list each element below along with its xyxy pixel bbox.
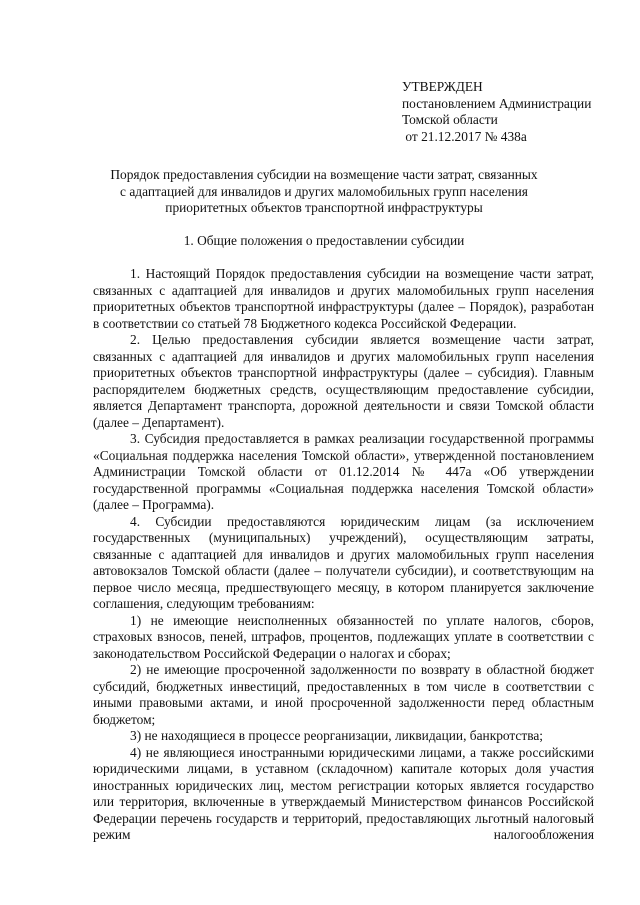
approval-line: Томской области: [402, 112, 498, 127]
list-item: 2) не имеющие просроченной задолженности по возврату в областной бюджет субсидий, бюджетных инвестиций, предоставленных в том числе в соответствии с иными правовыми актами, и иной просроченной задолженности перед областным бюджетом;: [93, 662, 594, 727]
list-item: 3) не находящиеся в процессе реорганизации, ликвидации, банкротства;: [130, 728, 544, 743]
section-heading: 1. Общие положения о предоставлении субсидии: [183, 233, 465, 248]
approval-stamp: [402, 79, 591, 145]
list-item: 4) не являющиеся иностранными юридическими лицами, а также российскими юридическими лицами, в уставном (складочном) капитале которых доля участия иностранных юридических лиц, местом регистрации которых является государство или территория, включенные в утверждаемый Министерством финансов Российской Федерации перечень государств и территорий, предоставляющих льготный налоговый режим налогообложения: [93, 744, 594, 842]
document-title: [96, 167, 552, 217]
paragraph: 4. Субсидии предоставляются юридическим лицам (за исключением государственных (муниципальных) учреждений), осуществляющим затраты, связанные с адаптацией для инвалидов и других маломобильных групп населения автовокзалов Томской области (далее – получатели субсидии), и соответствующим на первое число месяца, предшествующего месяцу, в котором планируется заключение соглашения, следующим требованиям:: [93, 513, 594, 611]
approval-date-line: от 21.12.2017 № 438а: [402, 128, 527, 144]
paragraph: 3. Субсидия предоставляется в рамках реализации государственной программы «Социальная поддержка населения Томской области», утвержденной постановлением Администрации Томской области от 01.12.2014 № 447а «Об утверждении государственной программы «Социальная поддержка населения Томской области» (далее – Программа).: [93, 431, 594, 512]
approval-line: УТВЕРЖДЕН: [402, 79, 483, 94]
title-line: приоритетных объектов транспортной инфраструктуры: [165, 200, 483, 215]
title-line: с адаптацией для инвалидов и других маломобильных групп населения: [120, 183, 528, 199]
paragraph: 2. Целью предоставления субсидии является возмещение части затрат, связанных с адаптацией для инвалидов и других маломобильных групп населения приоритетных объектов транспортной инфраструктуры (далее – субсидия). Главным распорядителем бюджетных средств, осуществляющим предоставление субсидии, является Департамент транспорта, дорожной деятельности и связи Томской области (далее – Департамент).: [93, 332, 594, 430]
list-item: 1) не имеющие неисполненных обязанностей по уплате налогов, сборов, страховых взносов, пеней, штрафов, процентов, подлежащих уплате в соответствии с законодательством Российской Федерации о налогах и сборах;: [93, 612, 594, 661]
title-line: Порядок предоставления субсидии на возмещение части затрат, связанных: [110, 167, 538, 182]
paragraph: 1. Настоящий Порядок предоставления субсидии на возмещение части затрат, связанных с адаптацией для инвалидов и других маломобильных групп населения приоритетных объектов транспортной инфраструктуры (далее – Порядок), разработан в соответствии со статьей 78 Бюджетного кодекса Российской Федерации.: [93, 266, 594, 331]
document-body: [93, 266, 594, 844]
approval-line: постановлением Администрации: [402, 95, 592, 111]
